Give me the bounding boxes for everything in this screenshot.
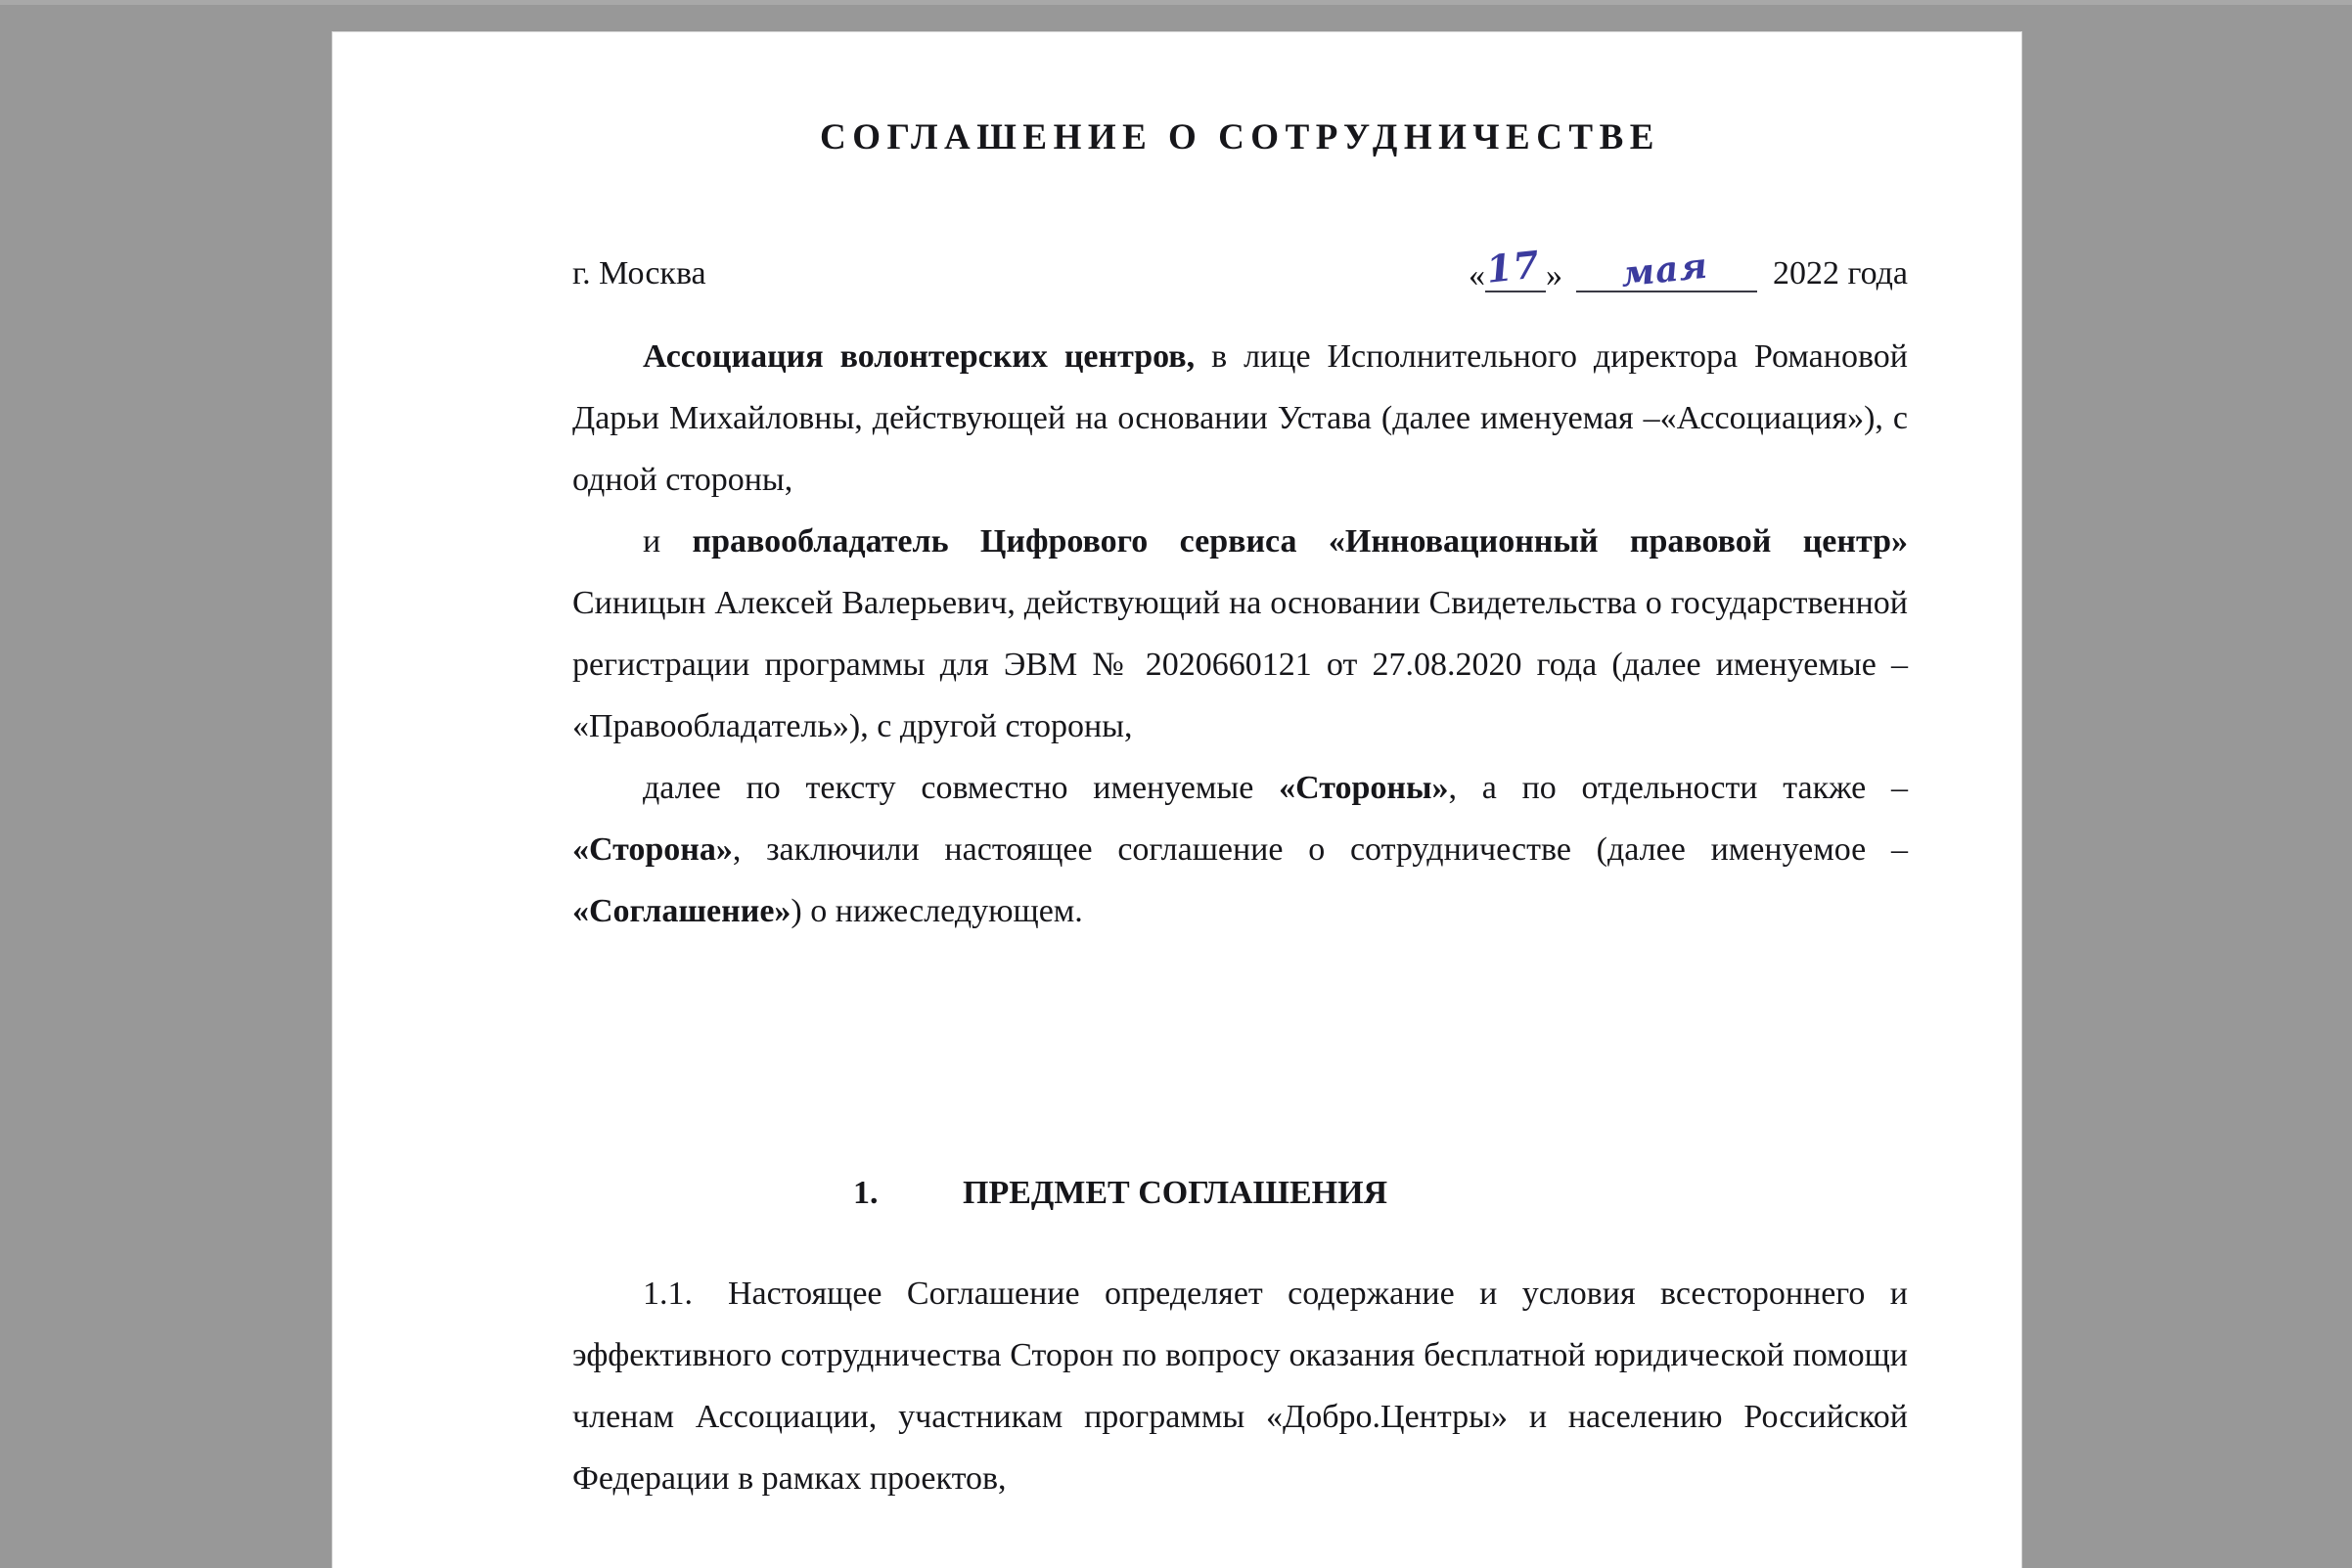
- text-run: «Стороны»: [1279, 770, 1449, 806]
- paragraph-party-rightholder: [572, 511, 1908, 757]
- date-day-blank: [1483, 242, 1546, 292]
- text-run: , заключили настоящее соглашение о сотрудничестве (далее именуемое –: [732, 831, 1908, 868]
- place-label: г. Москва: [572, 255, 706, 291]
- document-body: [572, 326, 1908, 942]
- clause-1-1: [572, 1263, 1908, 1509]
- date-group: [1468, 242, 1908, 295]
- text-run: далее по тексту совместно именуемые: [643, 770, 1280, 806]
- date-open-quote: «: [1468, 257, 1485, 293]
- document-page: [333, 32, 2021, 1568]
- text-run: в лице Исполнительного директора Романовой Дарьи Михайловны, действующей на основании Устава (далее именуемая –«Ассоциация»), с одной стороны,: [572, 338, 1908, 498]
- clause-number: 1.1.: [643, 1276, 693, 1312]
- clause-list: [572, 1263, 1908, 1509]
- text-run: Синицын Алексей Валерьевич, действующий на основании Свидетельства о государственной регистрации программы для ЭВМ № 2020660121 от 27.08.2020 года (далее именуемые – «Правообладатель»), с другой стороны,: [572, 585, 1908, 744]
- date-close-quote: »: [1545, 257, 1562, 293]
- text-run: , а по отдельности также –: [1448, 770, 1908, 806]
- canvas-top-strip: [0, 0, 2352, 5]
- page-text-column: [572, 32, 1908, 1568]
- section-title: ПРЕДМЕТ СОГЛАШЕНИЯ: [963, 1175, 1388, 1211]
- section-number: 1.: [853, 1175, 879, 1211]
- date-year-label: 2022 года: [1772, 255, 1908, 291]
- text-run: и: [643, 523, 693, 560]
- text-run: Ассоциация волонтерских центров,: [643, 338, 1196, 375]
- place-and-date-row: [572, 242, 1908, 314]
- text-run: «Сторона»: [572, 831, 733, 868]
- paragraph-party-association: [572, 326, 1908, 511]
- text-run: правообладатель Цифрового сервиса «Инновационный правовой центр»: [692, 523, 1909, 560]
- paragraph-parties-definition: [572, 757, 1908, 942]
- text-run: «Соглашение»: [572, 893, 792, 929]
- clause-text: Настоящее Соглашение определяет содержание и условия всестороннего и эффективного сотрудничества Сторон по вопросу оказания бесплатной юридической помощи членам Ассоциации, участникам программы «Добро.Центры» и населению Российской Федерации в рамках проектов,: [572, 1276, 1908, 1497]
- section-heading: [572, 1175, 1908, 1212]
- date-day-handwriting: 17: [1483, 242, 1543, 291]
- document-title: СОГЛАШЕНИЕ О СОТРУДНИЧЕСТВЕ: [820, 117, 1660, 157]
- date-month-handwriting: мая: [1618, 245, 1710, 295]
- text-run: ) о нижеследующем.: [791, 893, 1083, 929]
- date-month-blank: [1576, 245, 1757, 295]
